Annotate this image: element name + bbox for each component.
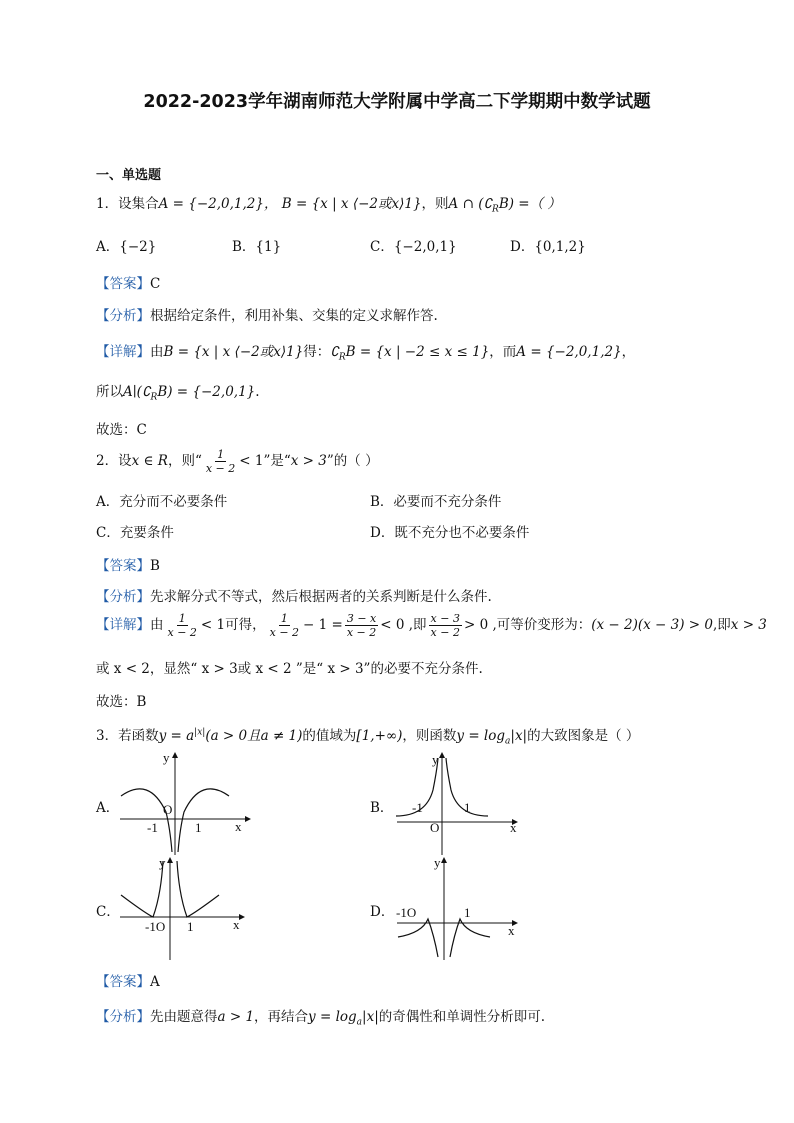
q2-detail-g: ,即 xyxy=(713,617,731,633)
graph-c-x-label: x xyxy=(233,917,240,932)
q3-text-b: 的值域为 xyxy=(302,728,357,744)
q2-option-b: B．必要而不充分条件 xyxy=(370,494,502,510)
detail-tag: 【详解】 xyxy=(96,617,150,633)
q1-detail-line2: 所以$A∣(∁_RB) = \{-2,0,1\}$. xyxy=(96,384,260,403)
graph-c-neg1o-label: -1O xyxy=(145,919,166,934)
graph-b-x-label: x xyxy=(510,820,517,835)
q1-answer xyxy=(96,272,160,292)
q3-analysis-sub: a xyxy=(356,1017,363,1028)
q3-analysis-c: ，再结合 xyxy=(254,1009,309,1025)
q1-line2-d: . xyxy=(255,384,260,400)
q3-graph-d xyxy=(392,855,532,965)
q2-text-a: 2．设 xyxy=(96,453,132,469)
graph-c-y-label: y xyxy=(159,855,166,870)
q2-detail-b: < 1可得， xyxy=(200,617,266,633)
q3-graph-c xyxy=(115,855,255,965)
q3-cond: (a > 0且a ≠ 1) xyxy=(205,728,303,744)
q2-option-d: D．既不充分也不必要条件 xyxy=(370,525,530,541)
q1-final: 故选：C xyxy=(96,422,147,438)
q3-option-b: B． xyxy=(370,800,394,816)
analysis-tag: 【分析】 xyxy=(96,308,150,324)
q3-exponent: |x| xyxy=(194,727,206,738)
graph-a-pos1-label: 1 xyxy=(195,820,202,835)
q2-detail xyxy=(96,612,767,639)
q1-detail-d: ∁ xyxy=(330,344,339,360)
q1-option-d: D．{0,1,2} xyxy=(510,239,586,255)
q2-answer-value: B xyxy=(150,558,160,574)
q1-line2-c: B) = {−2,0,1} xyxy=(157,384,256,400)
graph-d-y-label: y xyxy=(434,855,441,870)
q2-option-c: C．充要条件 xyxy=(96,525,174,541)
graph-a-neg1-label: -1 xyxy=(147,820,158,835)
section-heading: 一、单选题 xyxy=(96,168,162,183)
q3-analysis-e: |x| xyxy=(362,1009,379,1025)
q2-fraction: $\frac{1}{x - 2}$ xyxy=(205,448,236,475)
q3-analysis-d: y = log xyxy=(308,1009,357,1025)
q2-x-in-r: x ∈ R xyxy=(131,453,168,469)
q2-detail-a: 由 xyxy=(150,617,164,633)
q3-option-a: A． xyxy=(96,800,120,816)
q2-analysis xyxy=(96,585,492,605)
answer-tag: 【答案】 xyxy=(96,974,150,990)
q1-set-b: ， B = {x | x ⟨−2或x⟩1} xyxy=(263,196,422,212)
q2-detail-line2: 或 x < 2，显然“ x > 3或 x < 2 ”是“ x > 3”的必要不充分条件. xyxy=(96,661,483,677)
q3-answer xyxy=(96,970,160,990)
answer-tag: 【答案】 xyxy=(96,558,150,574)
analysis-tag: 【分析】 xyxy=(96,589,150,605)
graph-c-pos1-label: 1 xyxy=(187,919,194,934)
q3-range: [1,+∞) xyxy=(356,728,403,744)
q1-line2-b: A∣(∁ xyxy=(123,384,151,400)
q2-final: 故选：B xyxy=(96,694,147,710)
q1-text-a: 1．设集合 xyxy=(96,196,159,212)
q1-expr-tail: B) =（ ） xyxy=(498,196,561,212)
q3-abs: |x| xyxy=(510,728,528,744)
q3-text-c: ，则函数 xyxy=(402,728,457,744)
q3-option-c: C． xyxy=(96,904,120,920)
answer-tag: 【答案】 xyxy=(96,276,150,292)
q1-expr: A ∩ (∁ xyxy=(448,196,493,212)
graph-d-x-label: x xyxy=(508,923,515,938)
q3-option-d: D． xyxy=(370,904,395,920)
q1-analysis-text: 根据给定条件，利用补集、交集的定义求解作答. xyxy=(150,308,438,324)
page-title: 2022-2023学年湖南师范大学附属中学高二下学期期中数学试题 xyxy=(143,92,651,112)
q1-detail-e: B = {x | −2 ≤ x ≤ 1} xyxy=(345,344,490,360)
q3-text-a: 3．若函数 xyxy=(96,728,159,744)
q2-detail-f: (x − 2)(x − 3) > 0 xyxy=(591,617,713,633)
q2-text-e: ”的（ ） xyxy=(326,453,379,469)
q3-analysis-f: 的奇偶性和单调性分析即可. xyxy=(378,1009,546,1025)
q2-detail-frac-2: $\frac{1}{x - 2}$ xyxy=(269,612,300,639)
q2-text-b: ，则“ xyxy=(167,453,202,469)
q1-option-c: C．{−2,0,1} xyxy=(370,239,457,255)
graph-a-y-label: y xyxy=(163,750,170,765)
q1-detail: 【详解】由B = {x | x ⟨−2或x⟩1}得：$∁_RB = \{x$ | −2 ≤ x ≤ 1}，而A = {−2,0,1,2}， xyxy=(96,344,636,363)
q1-option-b: B．{1} xyxy=(232,239,282,255)
q3-text-d: 的大致图象是（ ） xyxy=(527,728,640,744)
graph-b-origin-label: O xyxy=(430,820,440,835)
q3-graph-b xyxy=(392,750,532,860)
q2-text-c: < 1”是“ xyxy=(239,453,291,469)
q1-option-a: A．{−2} xyxy=(96,239,157,255)
q2-detail-frac-4: $\frac{x - 3}{x - 2}$ xyxy=(430,612,460,639)
q2-detail-e: > 0 ,可等价变形为： xyxy=(463,617,592,633)
q1-detail-a: 由 xyxy=(150,344,164,360)
graph-a-x-label: x xyxy=(235,819,242,834)
q1-text-b: ，则 xyxy=(421,196,449,212)
q1-line2-a: 所以 xyxy=(96,384,123,400)
q3-analysis-b: a > 1 xyxy=(217,1009,255,1025)
graph-b-pos1-label: 1 xyxy=(464,800,471,815)
question-3-stem xyxy=(96,724,639,747)
detail-tag: 【详解】 xyxy=(96,344,150,360)
q1-set-a: A = {−2,0,1,2} xyxy=(158,196,264,212)
q3-answer-value: A xyxy=(150,974,160,990)
q1-detail-b: B = {x | x ⟨−2或x⟩1} xyxy=(163,344,304,360)
q1-detail-f: ，而 xyxy=(489,344,517,360)
question-2-stem xyxy=(96,448,379,475)
q3-analysis-a: 先由题意得 xyxy=(150,1009,218,1025)
q2-detail-frac-3: $\frac{3 - x}{x - 2}$ xyxy=(346,612,377,639)
q1-answer-value: C xyxy=(150,276,161,292)
graph-d-pos1-label: 1 xyxy=(464,905,471,920)
q3-analysis xyxy=(96,1005,545,1028)
q2-detail-frac-1: $\frac{1}{x - 2}$ xyxy=(167,612,197,639)
q3-log: y = log xyxy=(456,728,506,744)
q2-detail-h: x > 3 xyxy=(730,617,767,633)
q2-detail-d: < 0 ,即 xyxy=(380,617,427,633)
graph-b-neg1-label: -1 xyxy=(412,800,423,815)
q1-detail-g: A = {−2,0,1,2} xyxy=(516,344,622,360)
q3-graph-a xyxy=(115,750,255,860)
q2-detail-c: − 1 = xyxy=(303,617,343,633)
q2-analysis-text: 先求解分式不等式，然后根据两者的关系判断是什么条件. xyxy=(150,589,492,605)
graph-a-origin-label: O xyxy=(163,802,173,817)
q2-option-a: A．充分而不必要条件 xyxy=(96,494,228,510)
graph-b-y-label: y xyxy=(432,752,439,767)
q2-answer xyxy=(96,554,160,574)
q1-detail-h: ， xyxy=(621,344,636,360)
graph-d-neg1o-label: -1O xyxy=(396,905,417,920)
q3-log-base: a xyxy=(505,736,511,747)
question-1-stem: 1．设集合A = {−2,0,1,2}， B = {x | x ⟨−2或x⟩1}，则A ∩ $(∁_RB)$ =（ ） xyxy=(96,196,561,215)
analysis-tag: 【分析】 xyxy=(96,1009,150,1025)
q1-detail-c: 得： xyxy=(303,344,331,360)
q1-analysis xyxy=(96,304,438,324)
q3-func: y = a xyxy=(158,728,195,744)
q2-x-gt-3: x > 3 xyxy=(290,453,327,469)
